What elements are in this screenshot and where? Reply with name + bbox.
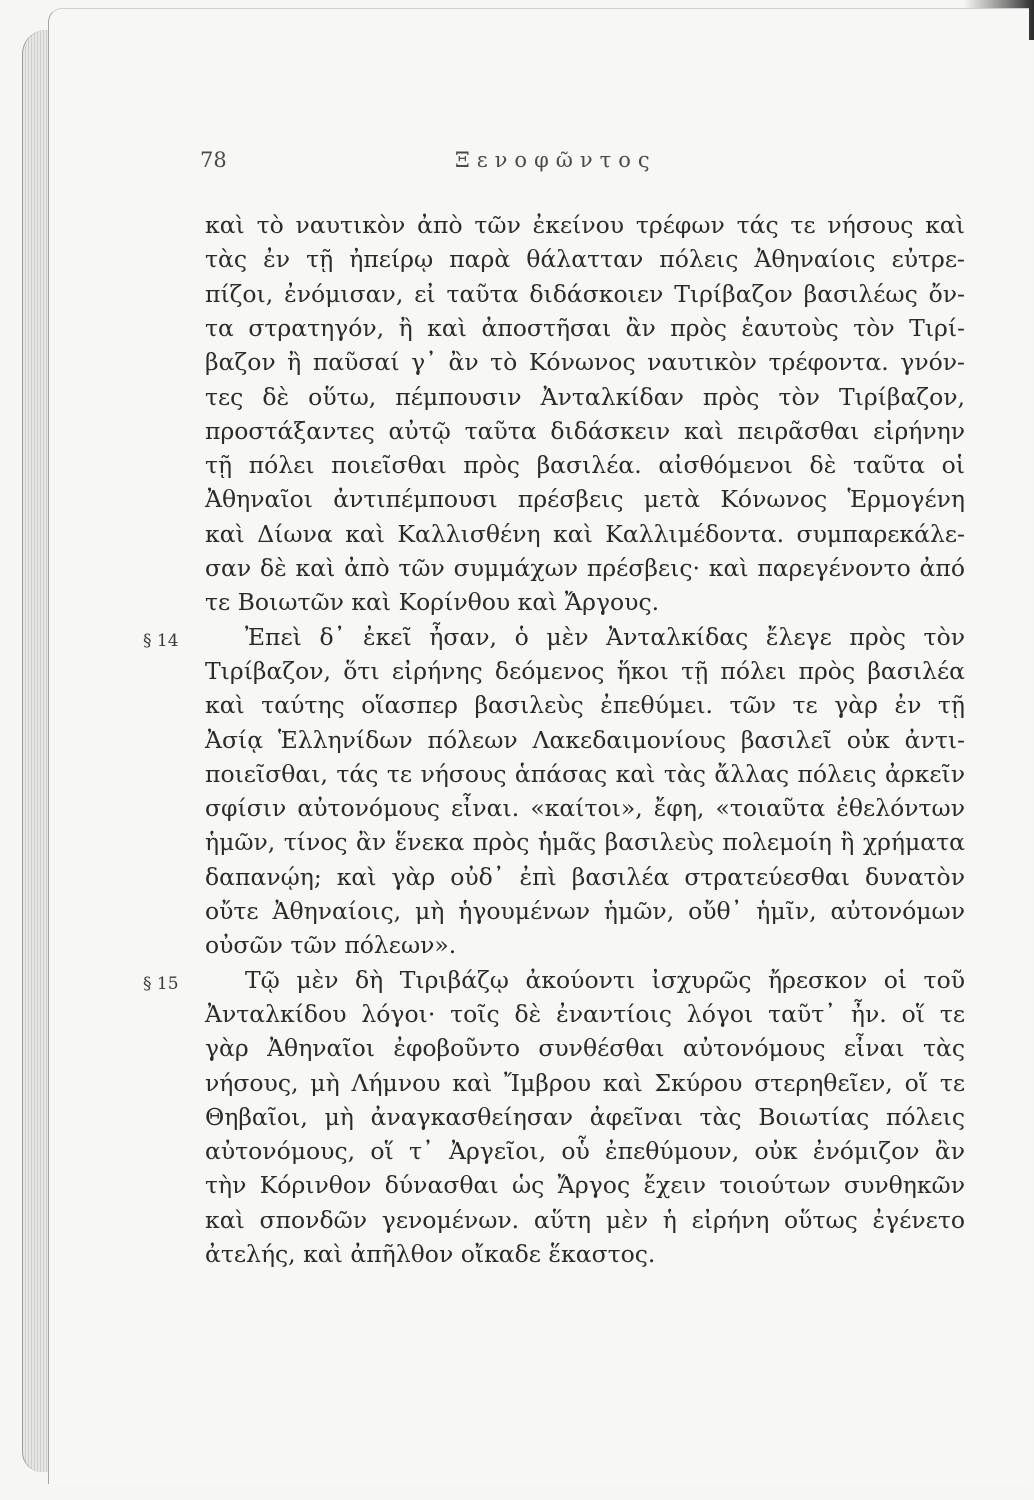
text-line: τε Βοιωτῶν καὶ Κορίνθου καὶ Ἄργους. [205,588,660,617]
text-line: προστάξαντες αὐτῷ ταῦτα διδάσκειν καὶ πειρᾶσθαι εἰρήνην [205,416,965,445]
text-line: αὐτονόμους, οἵ τ᾽ Ἀργεῖοι, οὗ ἐπεθύμουν, οὐκ ἐνόμιζον ἂν [205,1137,965,1166]
text-line: βαζον ἢ παῦσαί γ᾽ ἂν τὸ Κόνωνος ναυτικὸν τρέφοντα. γνόν- [205,348,965,377]
text-line: τα στρατηγόν, ἢ καὶ ἀποστῆσαι ἂν πρὸς ἑαυτοὺς τὸν Τιρί- [205,313,965,342]
text-line: Ἀσίᾳ Ἑλληνίδων πόλεων Λακεδαιμονίους βασιλεῖ οὐκ ἀντι- [205,725,965,754]
text-line: πίζοι, ἐνόμισαν, εἰ ταῦτα διδάσκοιεν Τιρίβαζον βασιλέως ὄν- [205,279,965,308]
running-title: Ξενοφῶντος [455,148,657,172]
text-line: σαν δὲ καὶ ἀπὸ τῶν συμμάχων πρέσβεις· καὶ παρεγένοντο ἀπό [205,554,965,582]
text-line: καὶ ταύτης οἵασπερ βασιλεὺς ἐπεθύμει. τῶν τε γὰρ ἐν τῇ [205,691,965,720]
text-line: οὔτε Ἀθηναίοις, μὴ ἡγουμένων ἡμῶν, οὔθ᾽ ἡμῖν, αὐτονόμων [205,897,965,925]
text-line: νήσους, μὴ Λήμνου καὶ Ἴμβρου καὶ Σκύρου στερηθεῖεν, οἵ τε [205,1068,965,1097]
text-line: καὶ Δίωνα καὶ Καλλισθένη καὶ Καλλιμέδοντα. συμπαρεκάλε- [205,519,965,548]
text-line: Ἐπεὶ δ᾽ ἐκεῖ ἦσαν, ὁ μὲν Ἀνταλκίδας ἔλεγε πρὸς τὸν [245,622,965,651]
page-number: 78 [200,148,227,172]
text-line: οὐσῶν τῶν πόλεων». [205,931,457,960]
text-line: Τιρίβαζον, ὅτι εἰρήνης δεόμενος ἥκοι τῇ πόλει πρὸς βασιλέα [205,656,965,685]
text-line: τὰς ἐν τῇ ἠπείρῳ παρὰ θάλατταν πόλεις Ἀθηναίοις εὐτρε- [205,245,965,274]
text-line: ἀτελής, καὶ ἀπῆλθον οἴκαδε ἕκαστος. [205,1240,656,1268]
text-line: τῇ πόλει ποιεῖσθαι πρὸς βασιλέα. αἰσθόμενοι δὲ ταῦτα οἱ [205,451,965,480]
text-line: ἡμῶν, τίνος ἂν ἕνεκα πρὸς ἡμᾶς βασιλεὺς πολεμοίη ἢ χρήματα [205,828,965,857]
text-line: γὰρ Ἀθηναῖοι ἐφοβοῦντο συνθέσθαι αὐτονόμους εἶναι τὰς [205,1034,965,1063]
text-line: σφίσιν αὐτονόμους εἶναι. «καίτοι», ἔφη, «τοιαῦτα ἐθελόντων [205,794,965,823]
section-number: § 14 [143,630,179,651]
text-line: Ἀνταλκίδου λόγοι· τοῖς δὲ ἐναντίοις λόγοι ταῦτ᾽ ἦν. οἵ τε [205,999,965,1028]
section-number: § 15 [143,973,179,994]
text-line: Θηβαῖοι, μὴ ἀναγκασθείησαν ἀφεῖναι τὰς Βοιωτίας πόλεις [205,1102,965,1131]
text-line: ποιεῖσθαι, τάς τε νήσους ἁπάσας καὶ τὰς ἄλλας πόλεις ἀρκεῖν [205,759,965,788]
text-line: τες δὲ οὕτω, πέμπουσιν Ἀνταλκίδαν πρὸς τὸν Τιρίβαζον, [205,382,965,411]
text-line: Ἀθηναῖοι ἀντιπέμπουσι πρέσβεις μετὰ Κόνωνος Ἑρμογένη [205,485,965,514]
text-line: καὶ σπονδῶν γενομένων. αὕτη μὲν ἡ εἰρήνη οὕτως ἐγένετο [205,1205,965,1234]
running-head [0,148,1034,178]
text-line: δαπανῴη; καὶ γὰρ οὐδ᾽ ἐπὶ βασιλέα στρατεύεσθαι δυνατὸν [205,862,965,891]
text-line: Τῷ μὲν δὴ Τιριβάζῳ ἀκούοντι ἰσχυρῶς ἤρεσκον οἱ τοῦ [245,965,965,994]
text-line: τὴν Κόρινθον δύνασθαι ὡς Ἄργος ἔχειν τοιούτων συνθηκῶν [205,1171,965,1200]
text-line: καὶ τὸ ναυτικὸν ἀπὸ τῶν ἐκείνου τρέφων τάς τε νήσους καὶ [205,211,965,239]
